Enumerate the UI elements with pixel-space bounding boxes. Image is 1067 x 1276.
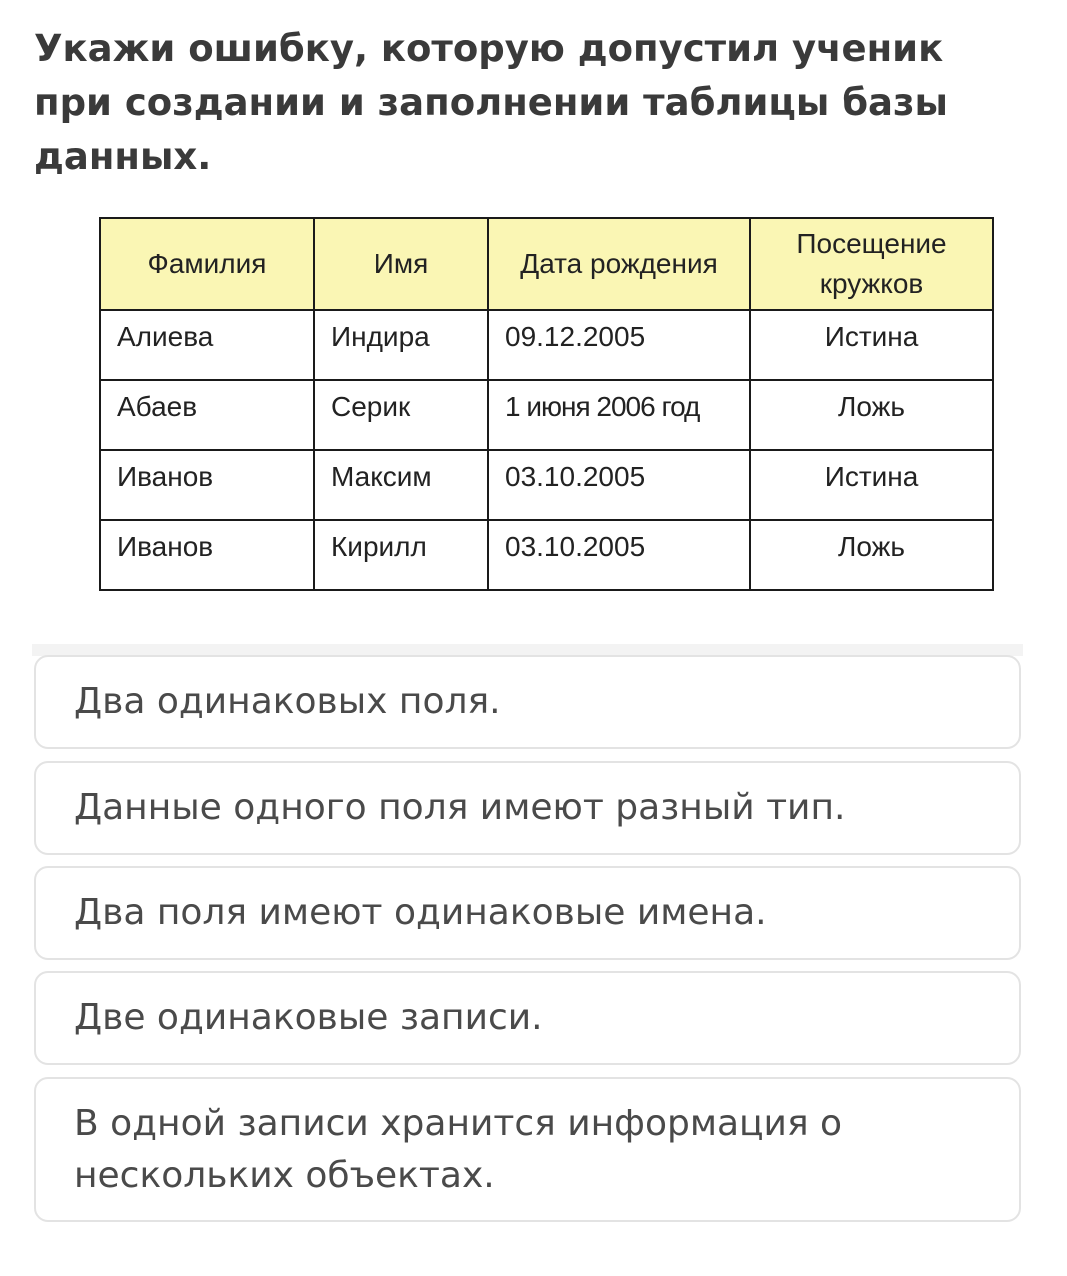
column-header-birthdate: Дата рождения	[488, 218, 750, 310]
cell-surname: Алиева	[100, 310, 314, 380]
cell-birthdate: 03.10.2005	[488, 450, 750, 520]
table-row	[100, 520, 993, 590]
cell-name: Индира	[314, 310, 488, 380]
column-header-name: Имя	[314, 218, 488, 310]
cell-clubs: Истина	[750, 450, 993, 520]
table-row	[100, 310, 993, 380]
answer-option-1[interactable]: Два одинаковых поля.	[34, 655, 1021, 749]
table-header-row	[100, 218, 993, 310]
answer-option-3[interactable]: Два поля имеют одинаковые имена.	[34, 866, 1021, 960]
cell-birthdate: 09.12.2005	[488, 310, 750, 380]
database-table	[99, 217, 994, 591]
column-header-clubs: Посещение кружков	[750, 218, 993, 310]
cell-clubs: Ложь	[750, 520, 993, 590]
table-row	[100, 450, 993, 520]
question-text: Укажи ошибку, которую допустил ученик при создании и заполнении таблицы базы данных.	[34, 27, 948, 178]
cell-surname: Иванов	[100, 450, 314, 520]
answer-option-4[interactable]: Две одинаковые записи.	[34, 971, 1021, 1065]
cell-birthdate: 03.10.2005	[488, 520, 750, 590]
cell-birthdate: 1 июня 2006 год	[488, 380, 750, 450]
cell-clubs: Ложь	[750, 380, 993, 450]
cell-name: Максим	[314, 450, 488, 520]
cell-surname: Иванов	[100, 520, 314, 590]
cell-name: Кирилл	[314, 520, 488, 590]
column-header-surname: Фамилия	[100, 218, 314, 310]
table-row	[100, 380, 993, 450]
answer-option-5[interactable]: В одной записи хранится информация о нескольких объектах.	[34, 1077, 1021, 1222]
cell-name: Серик	[314, 380, 488, 450]
answer-option-2[interactable]: Данные одного поля имеют разный тип.	[34, 761, 1021, 855]
cell-clubs: Истина	[750, 310, 993, 380]
cell-surname: Абаев	[100, 380, 314, 450]
